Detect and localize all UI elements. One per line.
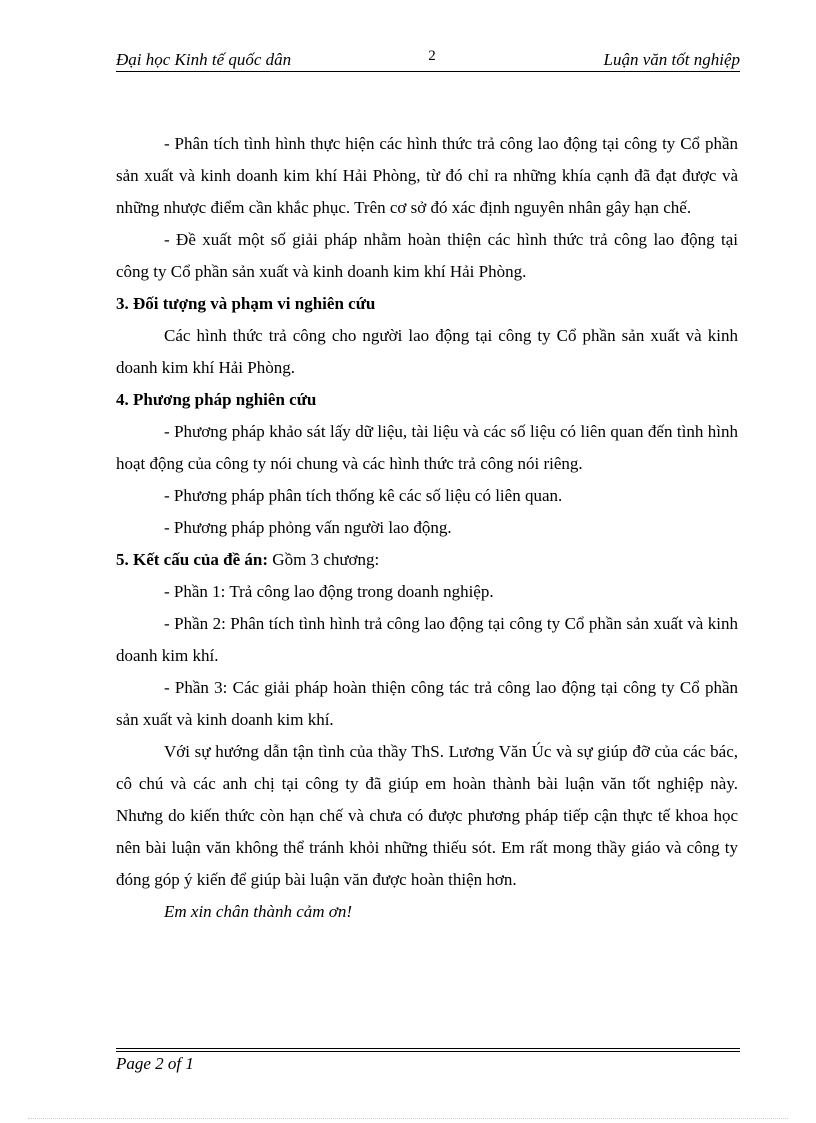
paragraph-analysis: - Phân tích tình hình thực hiện các hình thức trả công lao động tại công ty Cổ phần sản xuất và kinh doanh kim khí Hải Phòng, từ đó chỉ ra những khía cạnh đã đạt được và những nhược điểm cần khắc phục. Trên cơ sở đó xác định nguyên nhân gây hạn chế.: [116, 134, 738, 217]
document-body: [116, 128, 738, 928]
heading-structure-rest: Gồm 3 chương:: [268, 550, 380, 569]
paragraph-proposal: - Đề xuất một số giải pháp nhằm hoàn thiện các hình thức trả công lao động tại công ty Cổ phần sản xuất và kinh doanh kim khí Hải Phòng.: [116, 230, 738, 281]
heading-structure: [116, 544, 738, 576]
paragraph-part-2: - Phần 2: Phân tích tình hình trả công lao động tại công ty Cổ phần sản xuất và kinh doanh kim khí.: [116, 614, 738, 665]
paragraph-method-interview: - Phương pháp phỏng vấn người lao động.: [164, 518, 452, 537]
header-page-number: 2: [428, 48, 436, 64]
page-header: [116, 48, 740, 72]
closing-thanks: Em xin chân thành cảm ơn!: [164, 902, 353, 921]
paragraph-method-survey: - Phương pháp khảo sát lấy dữ liệu, tài liệu và các số liệu có liên quan đến tình hình hoạt động của công ty nói chung và các hình thức trả công nói riêng.: [116, 422, 738, 473]
paragraph-method-statistics: - Phương pháp phân tích thống kê các số liệu có liên quan.: [164, 486, 563, 505]
paragraph-acknowledgement: Với sự hướng dẫn tận tình của thầy ThS. Lương Văn Úc và sự giúp đỡ của các bác, cô chú và các anh chị tại công ty đã giúp em hoàn thành bài luận văn tốt nghiệp này. Nhưng do kiến thức còn hạn chế và chưa có được phương pháp tiếp cận thực tế khoa học nên bài luận văn không thể tránh khỏi những thiếu sót. Em rất mong thầy giáo và công ty đóng góp ý kiến để giúp bài luận văn được hoàn thiện hơn.: [116, 742, 738, 889]
heading-structure-bold: 5. Kết cấu của đề án:: [116, 550, 269, 569]
paragraph-part-1: - Phần 1: Trả công lao động trong doanh nghiệp.: [164, 582, 494, 601]
page-bottom-divider: [28, 1118, 788, 1119]
paragraph-scope: Các hình thức trả công cho người lao động tại công ty Cổ phần sản xuất và kinh doanh kim khí Hải Phòng.: [116, 326, 738, 377]
paragraph-part-3: - Phần 3: Các giải pháp hoàn thiện công tác trả công lao động tại công ty Cổ phần sản xuất và kinh doanh kim khí.: [116, 678, 738, 729]
header-university: Đại học Kinh tế quốc dân: [116, 50, 292, 69]
heading-scope: 3. Đối tượng và phạm vi nghiên cứu: [116, 294, 376, 313]
header-thesis-title: Luận văn tốt nghiệp: [603, 50, 740, 69]
header-rule: [116, 71, 740, 72]
heading-methods: 4. Phương pháp nghiên cứu: [116, 390, 317, 409]
footer-rule-top: [116, 1048, 740, 1049]
footer-page-label: Page 2 of 1: [116, 1054, 194, 1073]
footer-rule-bottom: [116, 1051, 740, 1052]
